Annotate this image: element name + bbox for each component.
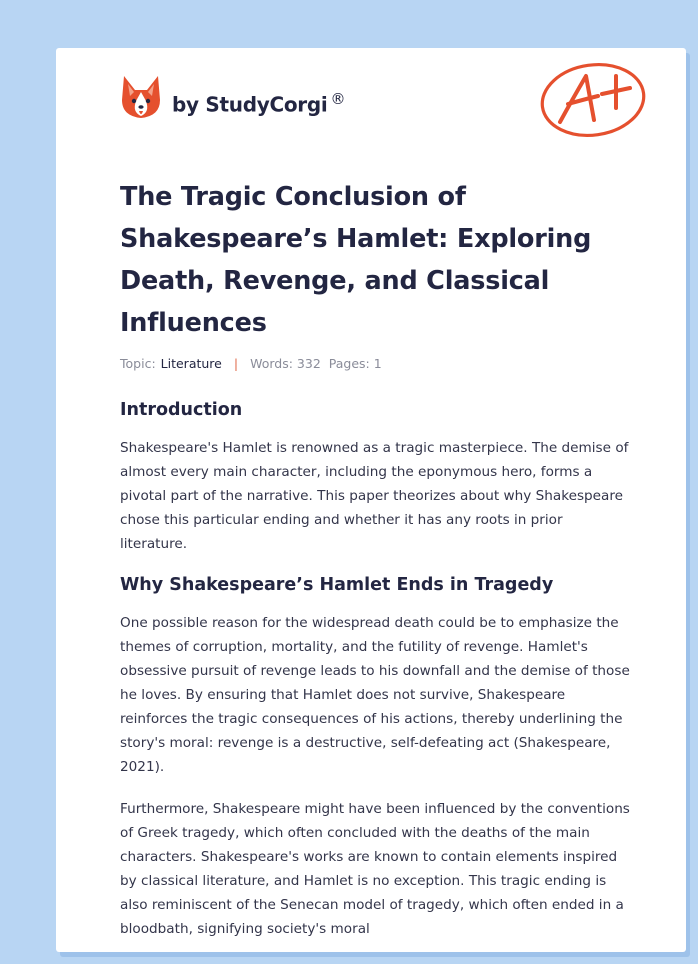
paragraph: One possible reason for the widespread death could be to emphasize the themes of corruption, mortality, and the futility of revenge. Hamlet's obsessive pursuit of revenge leads to his downfall and the demise of those he loves. By ensuring that Hamlet does not survive, Shakespeare reinforces the tragic consequences of his actions, thereby underlining the story's moral: revenge is a destructive, self-defeating act (Shakespeare, 2021). (120, 615, 630, 775)
document-meta (120, 356, 630, 371)
paragraph: Shakespeare's Hamlet is renowned as a tragic masterpiece. The demise of almost every main character, including the eponymous hero, forms a pivotal part of the narrative. This paper theorizes about why Shakespeare chose this particular ending and whether it has any roots in prior literature. (120, 440, 629, 552)
topic-label: Topic: (120, 356, 156, 371)
section-heading-introduction: Introduction (120, 400, 243, 420)
document-page (56, 48, 686, 952)
studycorgi-logo[interactable] (120, 74, 345, 122)
page-title: The Tragic Conclusion of Shakespeare’s Hamlet: Exploring Death, Revenge, and Classical Influences (120, 182, 592, 338)
document-content (120, 176, 630, 941)
brand-name: by StudyCorgi ® (172, 89, 346, 117)
a-plus-grade-icon (538, 60, 648, 140)
registered-mark: ® (330, 89, 346, 108)
meta-separator: | (233, 356, 239, 371)
paragraph: Furthermore, Shakespeare might have been influenced by the conventions of Greek tragedy, which often concluded with the deaths of the main characters. Shakespeare's works are known to contain elements inspired by classical literature, and Hamlet is no exception. This tragic ending is also reminiscent of the Senecan model of tragedy, which often ended in a bloodbath, signifying society's moral (120, 801, 630, 937)
word-count: Words: 332 (250, 356, 321, 371)
section-heading-why-tragedy: Why Shakespeare’s Hamlet Ends in Tragedy (120, 575, 554, 595)
page-count: Pages: 1 (328, 356, 382, 371)
corgi-logo-icon (120, 74, 162, 122)
topic-link[interactable]: Literature (160, 356, 222, 371)
page-header (56, 48, 686, 158)
